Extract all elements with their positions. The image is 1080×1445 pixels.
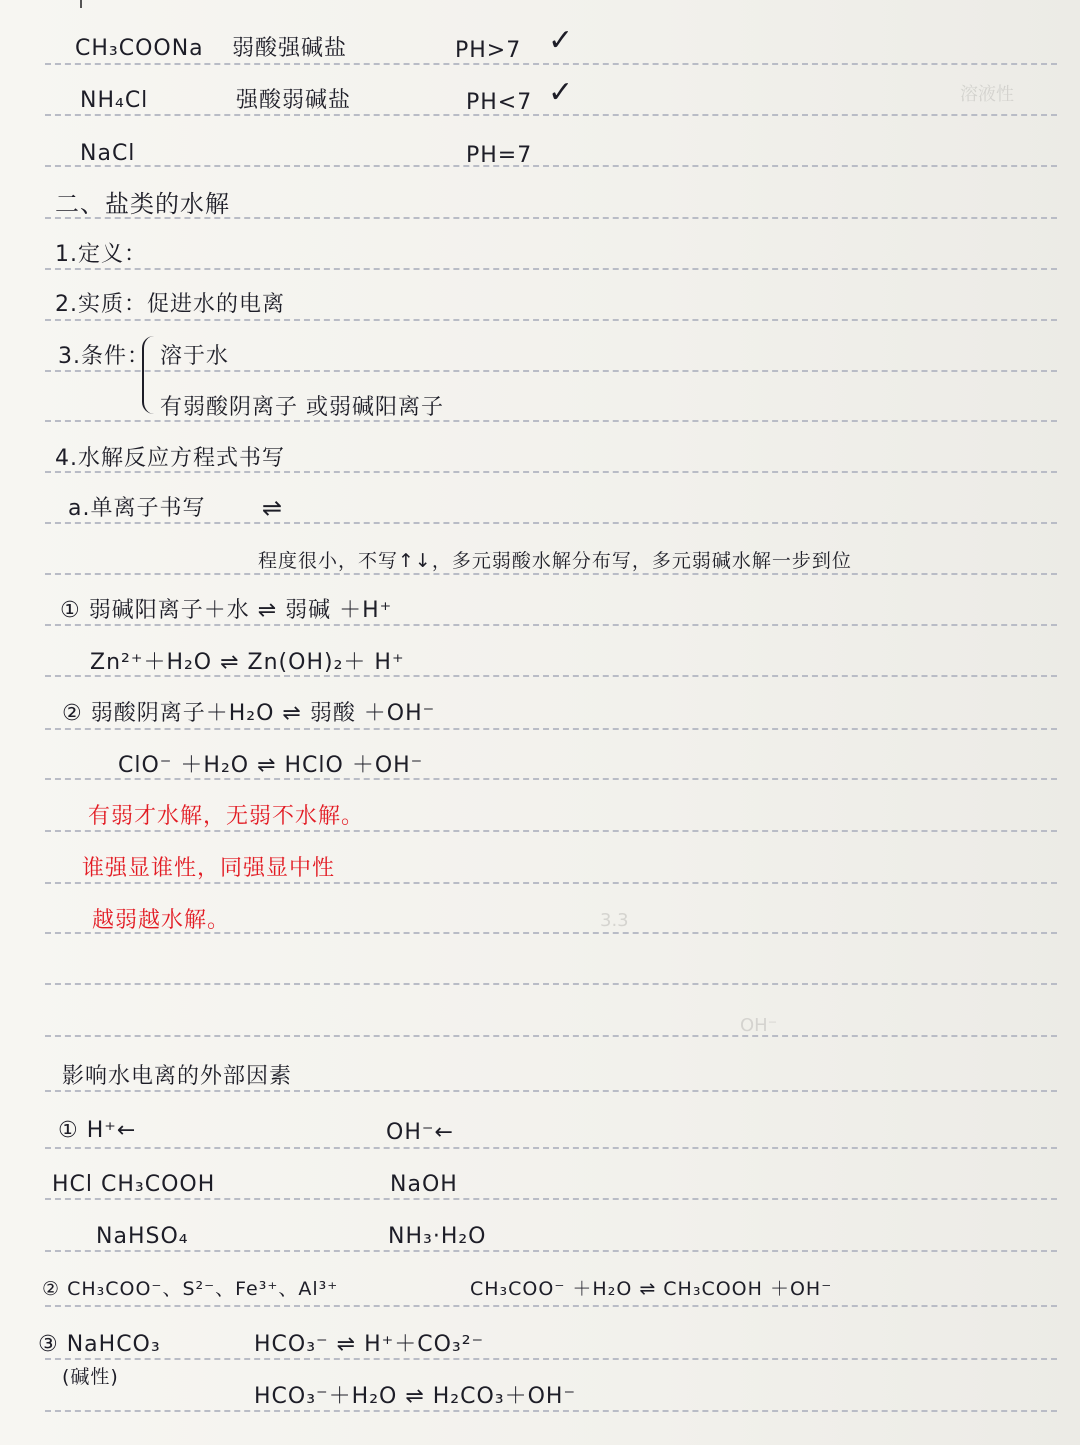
equilibrium-arrow-icon: ⇌	[262, 494, 284, 522]
section-title: 二、盐类的水解	[55, 190, 230, 218]
case-2: ② 弱酸阴离子＋H₂O ⇌ 弱酸 ＋OH⁻	[62, 701, 436, 726]
salt-ph: PH>7	[455, 38, 522, 63]
ruled-line	[45, 471, 1057, 473]
case-1: ① 弱碱阳离子＋水 ⇌ 弱碱 ＋H⁺	[60, 598, 393, 623]
factor-row5-right: HCO₃⁻ ⇌ H⁺＋CO₃²⁻	[254, 1332, 485, 1357]
condition-label: 3.条件：	[58, 344, 150, 369]
case-1-example: Zn²⁺＋H₂O ⇌ Zn(OH)₂＋ H⁺	[90, 650, 405, 675]
factor-row5-note: (碱性)	[62, 1366, 119, 1388]
ruled-line	[45, 728, 1057, 730]
ruled-line	[45, 1358, 1057, 1360]
factor-row4-right: CH₃COO⁻ ＋H₂O ⇌ CH₃COOH ＋OH⁻	[470, 1278, 833, 1300]
ruled-line	[45, 573, 1057, 575]
ruled-line	[45, 1090, 1057, 1092]
factor-row6-right: HCO₃⁻＋H₂O ⇌ H₂CO₃＋OH⁻	[254, 1384, 577, 1409]
salt-formula: CH₃COONa	[75, 36, 204, 61]
check-mark: ✓	[548, 23, 575, 58]
equation-title: 4.水解反应方程式书写	[55, 446, 285, 471]
hydrolysis-note: 程度很小，不写↑↓，多元弱酸水解分布写，多元弱碱水解一步到位	[258, 550, 852, 572]
ruled-line	[45, 675, 1057, 677]
red-note: 越弱越水解。	[92, 908, 231, 933]
factor-row4-left: ② CH₃COO⁻、S²⁻、Fe³⁺、Al³⁺	[42, 1278, 339, 1300]
ruled-line	[45, 983, 1057, 985]
ruled-line	[45, 1305, 1057, 1307]
ruled-line	[45, 114, 1057, 116]
ruled-line	[45, 63, 1057, 65]
salt-formula: NH₄Cl	[80, 88, 149, 113]
essence-item: 2.实质：促进水的电离	[55, 292, 285, 317]
single-ion-title: a.单离子书写	[68, 496, 206, 521]
bleed-through-mark: OH⁻	[740, 1015, 778, 1036]
ruled-line	[45, 1035, 1057, 1037]
bleed-through-mark: 溶液性	[960, 84, 1014, 105]
factor-row3-right: NH₃·H₂O	[388, 1224, 487, 1249]
ruled-line	[45, 624, 1057, 626]
ruled-line	[45, 268, 1057, 270]
ruled-line	[45, 882, 1057, 884]
factor-row2-right: NaOH	[390, 1172, 458, 1197]
bleed-through-mark: 3.3	[600, 910, 629, 931]
check-mark: ✓	[548, 75, 575, 110]
ruled-line	[45, 522, 1057, 524]
ruled-line	[45, 1147, 1057, 1149]
ruled-line	[45, 1410, 1057, 1412]
margin-mark	[80, 0, 82, 8]
condition-1: 溶于水	[160, 344, 230, 369]
factor-row5-left: ③ NaHCO₃	[38, 1332, 161, 1357]
case-2-example: ClO⁻ ＋H₂O ⇌ HClO ＋OH⁻	[118, 753, 424, 778]
factors-title: 影响水电离的外部因素	[62, 1064, 293, 1089]
salt-ph: PH=7	[466, 143, 533, 168]
red-note: 有弱才水解，无弱不水解。	[88, 804, 365, 829]
ruled-line	[45, 830, 1057, 832]
factor-row3-left: NaHSO₄	[96, 1224, 189, 1249]
definition-item: 1.定义：	[55, 242, 147, 267]
condition-2: 有弱酸阴离子 或弱碱阳离子	[160, 395, 444, 420]
ruled-line	[45, 420, 1057, 422]
ruled-line	[45, 165, 1057, 167]
salt-type: 弱酸强碱盐	[232, 36, 348, 61]
salt-type: 强酸弱碱盐	[236, 88, 352, 113]
salt-formula: NaCl	[80, 141, 136, 166]
ruled-line	[45, 370, 1057, 372]
salt-ph: PH<7	[466, 90, 533, 115]
factor-row2-left: HCl CH₃COOH	[52, 1172, 216, 1197]
ruled-line	[45, 1250, 1057, 1252]
ruled-line	[45, 1198, 1057, 1200]
factor-row1-right: OH⁻←	[386, 1120, 454, 1145]
ruled-line	[45, 319, 1057, 321]
factor-row1-left: ① H⁺←	[58, 1118, 137, 1143]
red-note: 谁强显谁性，同强显中性	[82, 856, 336, 881]
brace-icon	[142, 336, 158, 414]
ruled-line	[45, 778, 1057, 780]
